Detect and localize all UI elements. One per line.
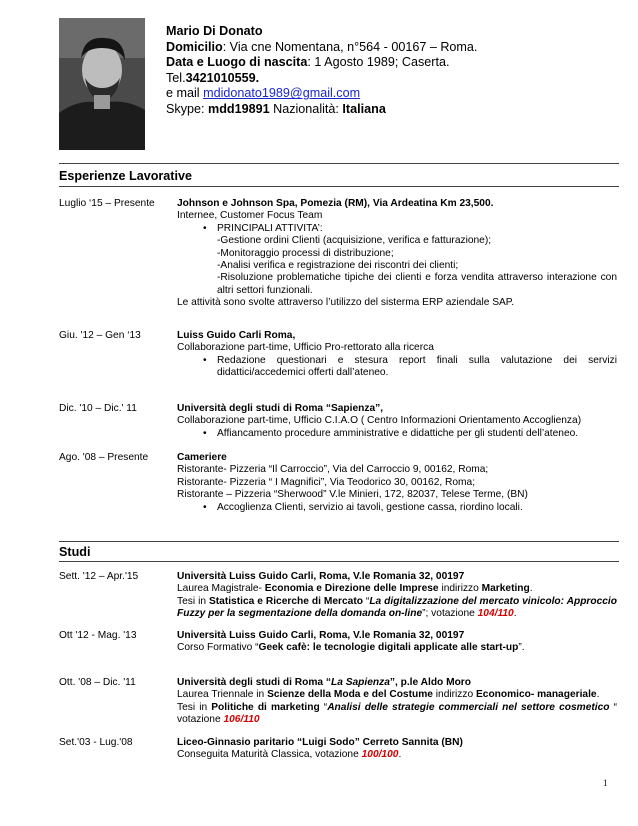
entry-title: Università Luiss Guido Carli, Roma, V.le Romania 32, 00197: [177, 571, 465, 582]
entry-date: Luglio ‘15 – Presente: [59, 198, 155, 209]
entry-date: Ago. '08 – Presente: [59, 452, 149, 463]
entry-title: Luiss Guido Carli Roma,: [177, 330, 296, 341]
email-link[interactable]: mdidonato1989@gmail.com: [203, 86, 361, 101]
birth-line: Data e Luogo di nascita: 1 Agosto 1989; Caserta.: [166, 55, 450, 70]
entry-title: Johnson e Johnson Spa, Pomezia (RM), Via Ardeatina Km 23,500.: [177, 198, 494, 209]
entry-date: Set.'03 - Lug.'08: [59, 737, 133, 748]
section-divider: [59, 163, 619, 164]
entry-title: Liceo-Ginnasio paritario “Luigi Sodo” Cerreto Sannita (BN): [177, 737, 463, 748]
email-line: e mail mdidonato1989@gmail.com: [166, 86, 361, 101]
page-number: 1: [603, 778, 608, 788]
person-name: Mario Di Donato: [166, 24, 263, 38]
profile-photo: [59, 18, 145, 150]
section-divider: [59, 541, 619, 542]
skype-line: Skype: mdd19891 Nazionalità: Italiana: [166, 101, 386, 116]
experience-heading: Esperienze Lavorative: [59, 169, 192, 183]
entry-date: Dic. '10 – Dic.' 11: [59, 403, 137, 414]
entry-date: Ott '12 - Mag. '13: [59, 630, 137, 641]
entry-title: Università degli studi di Roma “La Sapienza”, p.le Aldo Moro: [177, 677, 471, 688]
personal-info: [166, 24, 477, 118]
phone-line: Tel.3421010559.: [166, 70, 260, 85]
entry-date: Ott. '08 – Dic. '11: [59, 677, 136, 688]
entry-date: Giu. '12 – Gen ‘13: [59, 330, 141, 341]
grade: 100/100: [361, 749, 399, 761]
entry-title: Cameriere: [177, 452, 227, 463]
grade: 106/110: [223, 714, 260, 726]
entry-date: Sett. '12 – Apr.'15: [59, 571, 139, 582]
address-line: Domicilio: Via cne Nomentana, n°564 - 00167 – Roma.: [166, 39, 478, 54]
entry-title: Università degli studi di Roma “Sapienza”,: [177, 403, 384, 414]
grade: 104/110: [477, 608, 514, 620]
studies-heading: Studi: [59, 545, 91, 559]
section-underline: [59, 186, 619, 187]
section-underline: [59, 561, 619, 562]
entry-title: Università Luiss Guido Carli, Roma, V.le Romania 32, 00197: [177, 630, 465, 641]
